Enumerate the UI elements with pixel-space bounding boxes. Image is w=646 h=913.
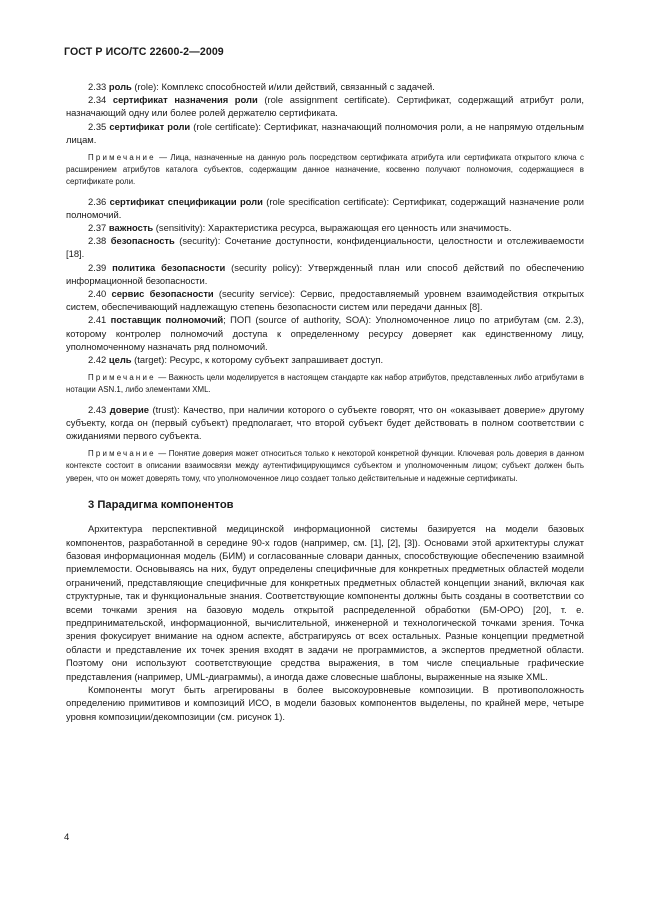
- definitions-group-b: [66, 195, 584, 367]
- definition-text: (trust): Качество, при наличии которого о субъекте говорят, что он «оказывает доверие» другому субъекту, когда он (первый субъект) предполагает, что второй субъект будет действовать в полном соответствии с ожиданиями первого субъекта.: [66, 403, 585, 442]
- definition-text: (security): Сочетание доступности, конфиденциальности, целостности и отслеживаемости [18].: [66, 235, 584, 260]
- definition-number: 2.34: [88, 94, 107, 106]
- definition-term: сертификат роли: [109, 120, 191, 132]
- definition-number: 2.39: [88, 261, 107, 273]
- definition-number: 2.40: [88, 288, 107, 300]
- definition-text: (role assignment certificate). Сертификат, содержащий атрибут роли, назначающий одну или более ролей держателю сертификата.: [66, 94, 584, 119]
- definition-term: цель: [108, 354, 132, 366]
- note-label: Примечание: [88, 153, 156, 163]
- definition-term: сервис безопасности: [111, 288, 214, 300]
- note-label: Примечание: [88, 449, 156, 459]
- definition-2-33: [66, 80, 584, 93]
- note-label: Примечание: [88, 373, 156, 383]
- note-text: — Лица, назначенные на данную роль посредством сертификата атрибута или сертификата открытого ключа с расширением атрибутов каталога субъектов, содержащим данное назначение, косвенно получают полномочия, содержащиеся в сертификате роли.: [66, 153, 584, 187]
- definition-text: (role): Комплекс способностей и/или действий, связанный с задачей.: [131, 81, 435, 92]
- section-paragraph-1: Архитектура перспективной медицинской информационной системы базируется на модели базовых компонентов, разработанной в середине 90-х годов (например, см. [1], [2], [3]). Основами этой архитектуры служат базовая информационная модель (БИМ) и согласованные словари данных, способствующие обеспечению взаимной приемлемости. Основываясь на них, будут определены специфичные для конкретных предметных областей модели ограничений, представляющие специфичные для конкретных предметных областей концепции знаний, включая как структурные, так и функциональные знания. Соответствующие компоненты должны быть созданы в соответствии со всеми точками зрения на базовую модель открытой распределенной обработки (БМ-ОРО) [20], т. е. предпринимательской, информационной, вычислительной, инженерной и технологической точками зрения. Точка зрения фокусирует внимание на одном аспекте, абстрагируясь от всех остальных. Разные концепции предметной области и представление их точек зрения входят в задачи не программистов, а экспертов предметной области. Поэтому они используют соответствующие средства выражения, в том числе специальные графические представления (например, UML-диаграммы), а иногда даже словесные шаблоны, выраженные на языке XML.: [66, 523, 584, 682]
- definition-term: политика безопасности: [112, 261, 226, 273]
- definition-2-41: [66, 313, 584, 353]
- definition-2-40: [66, 287, 584, 313]
- definitions-group-c: [66, 403, 584, 443]
- page-number: 4: [64, 832, 70, 843]
- note-text: — Важность цели моделируется в настоящем стандарте как набор атрибутов, представленных либо атрибутами в нотации ASN.1, либо элементами XML.: [66, 373, 584, 395]
- definition-number: 2.42: [88, 354, 107, 366]
- note-text: — Понятие доверия может относиться только к некоторой конкретной функции. Ключевая роль доверия в данном контексте состоит в описании взаимосвязи между аутентифицирующимся субъектом и уполномоченным лицом; субъект должен быть уверен, что он может доверять тому, что уполномоченное лицо создает только действительные и надежные сертификаты.: [66, 449, 584, 483]
- definition-2-42: [66, 353, 584, 366]
- definition-number: 2.35: [88, 120, 107, 132]
- definition-number: 2.41: [88, 314, 107, 326]
- note-2: [66, 372, 584, 396]
- definition-2-39: [66, 261, 584, 287]
- definition-number: 2.37: [88, 222, 107, 234]
- definition-2-43: [66, 403, 584, 443]
- definition-text: (role certificate): Сертификат, назначающий полномочия роли, а не напрямую отдельным лицам.: [66, 120, 584, 145]
- definition-number: 2.38: [88, 235, 107, 247]
- definition-term: сертификат спецификации роли: [109, 195, 263, 207]
- definition-text: (security service): Сервис, предоставляемый уровнем взаимодействия открытых систем, обеспечивающий надлежащую степень безопасности систем или передачи данных [8].: [66, 288, 584, 313]
- definition-2-34: [66, 93, 584, 119]
- definition-term: роль: [108, 81, 132, 92]
- definition-2-37: [66, 221, 584, 234]
- definition-term: доверие: [109, 403, 150, 415]
- document-header: ГОСТ Р ИСО/ТС 22600-2—2009: [64, 46, 224, 58]
- definitions-group-a: [66, 80, 584, 146]
- definition-2-38: [66, 234, 584, 260]
- definition-term: важность: [108, 222, 154, 234]
- note-3: [66, 448, 584, 485]
- definition-number: 2.33: [88, 81, 107, 92]
- definition-term: сертификат назначения роли: [112, 94, 258, 106]
- definition-text: (security policy): Утвержденный план или способ действий по обеспечению информационной безопасности.: [66, 261, 584, 286]
- section-paragraph-2: Компоненты могут быть агрегированы в более высокоуровневые композиции. В противоположность определению примитивов и композиций ИСО, в модели базовых компонентов выделены, по крайней мере, четыре уровня композиции/декомпозиции (см. рисунок 1).: [66, 683, 584, 722]
- definition-number: 2.43: [88, 403, 107, 415]
- definition-text: ; ПОП (source of authority, SOA): Уполномоченное лицо по атрибутам (см. 2.3), которому контролер полномочий доступа к определенному ресурсу доверяет как единственному лицу, уполномоченному назначать ряд полномочий.: [66, 314, 584, 352]
- definition-2-35: [66, 120, 584, 146]
- page-content: [66, 80, 584, 723]
- note-1: [66, 152, 584, 189]
- definition-text: (sensitivity): Характеристика ресурса, выражающая его ценность или значимость.: [153, 222, 512, 234]
- definition-text: (target): Ресурс, к которому субъект запрашивает доступ.: [131, 354, 384, 366]
- definition-2-36: [66, 195, 584, 221]
- definition-text: (role specification certificate): Сертификат, содержащий назначение роли полномочий.: [66, 195, 584, 220]
- definition-term: безопасность: [110, 235, 175, 247]
- section-title: 3 Парадигма компонентов: [88, 498, 234, 511]
- definition-term: поставщик полномочий: [110, 314, 224, 326]
- definition-number: 2.36: [88, 195, 107, 207]
